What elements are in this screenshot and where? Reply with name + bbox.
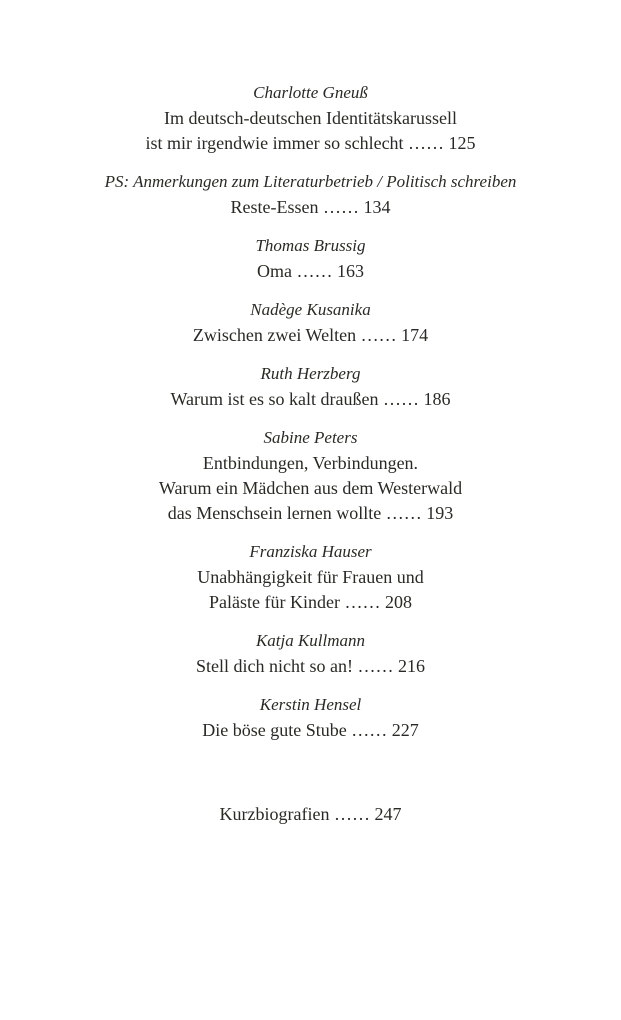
entry-title-line: Zwischen zwei Welten …… 174 (192, 325, 429, 345)
toc-entry-gneuss (0, 80, 621, 156)
toc-entry-peters (0, 425, 621, 526)
toc-entry-ps (0, 169, 621, 220)
entry-title-line: Warum ein Mädchen aus dem Westerwald (158, 478, 463, 498)
entry-title-line: Oma …… 163 (257, 261, 364, 281)
entry-author: Sabine Peters (263, 428, 358, 447)
entry-author: Ruth Herzberg (260, 364, 361, 383)
entry-author: Katja Kullmann (255, 631, 366, 650)
toc-entry-hauser (0, 539, 621, 615)
entry-title-line: Stell dich nicht so an! …… 216 (196, 656, 425, 676)
toc-entry-brussig (0, 233, 621, 284)
entry-title-line: Paläste für Kinder …… 208 (209, 592, 412, 612)
entry-author: Thomas Brussig (255, 236, 366, 255)
entry-title-line: Unabhängigkeit für Frauen und (197, 567, 424, 587)
entry-title-line: das Menschsein lernen wollte …… 193 (167, 503, 454, 523)
toc-entry-biographies: Kurzbiografien …… 247 (219, 804, 402, 824)
toc-entry-herzberg (0, 361, 621, 412)
entry-author: Charlotte Gneuß (253, 83, 368, 102)
entry-title-line: Die böse gute Stube …… 227 (202, 720, 419, 740)
toc-entry-kullmann (0, 628, 621, 679)
toc-entry-kusanika (0, 297, 621, 348)
toc-entry-hensel (0, 692, 621, 743)
entry-title-line: Im deutsch-deutschen Identitätskarussell (164, 108, 457, 128)
entry-author: Franziska Hauser (249, 542, 372, 561)
entry-title-line: ist mir irgendwie immer so schlecht …… 125 (145, 133, 476, 153)
entry-title-line: Warum ist es so kalt draußen …… 186 (170, 389, 451, 409)
entry-author: Nadège Kusanika (250, 300, 371, 319)
entry-title-line: Entbindungen, Verbindungen. (202, 453, 419, 473)
entry-author: PS: Anmerkungen zum Literaturbetrieb / Politisch schreiben (104, 172, 517, 191)
entry-author: Kerstin Hensel (259, 695, 362, 714)
entry-title-line: Reste-Essen …… 134 (230, 197, 391, 217)
table-of-contents (0, 80, 621, 756)
